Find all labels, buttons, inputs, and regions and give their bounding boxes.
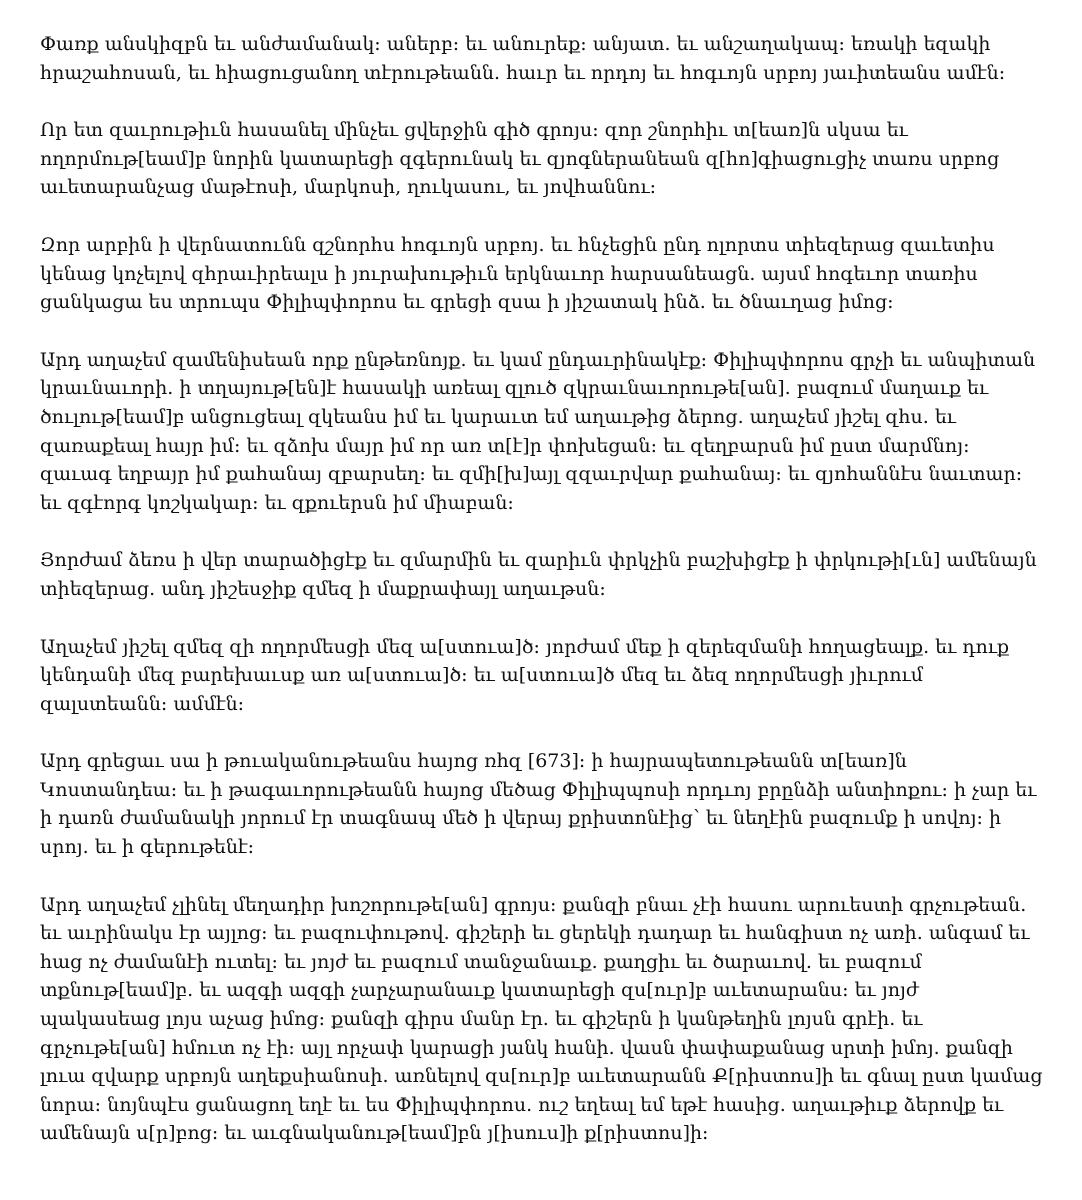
paragraph-mercy-request: Աղաչեմ յիշել զմեզ զի ողորմեսցի մեզ ա[ստուա]ծ։ յորժամ մեք ի զերեզմանի հողացեալք. եւ դուք կենդանի մեզ բարեխաւսք առ ա[ստուա]ծ։ եւ ա[ստուա]ծ մեզ եւ ձեզ ողորմեսցի յիւրում զալստեանն։ ամմէն։ xyxy=(40,635,1010,715)
paragraph-remembrance-family: Արդ աղաչեմ զամենիսեան որք ընթեռնոյք. եւ կամ ընդաւրինակէք։ Փիլիպփորոս գրչի եւ անպիտան կրաւնաւորի. ի տղայութ[են]է հասակի առեալ զլուծ զկրաւնաւորութե[ան]. բազում մաղաւք եւ ծուլութ[եամ]բ անցուցեալ զկեանս իմ եւ կարաւտ եմ աղաւթից ձերոց. աղաչեմ յիշել զհս. եւ զառաքեալ հայր իմ։ եւ զձոխ մայր իմ որ առ տ[է]ր փոխեցան։ եւ զեղբարսն իմ ըստ մարմնոյ։ զաւագ եղբայր իմ քահանայ զբարսեղ։ եւ զմի[խ]այլ զզաւրվար քահանայ։ եւ զյոհաննէս նաւտար։ եւ զգէորգ կոշկակար։ եւ զքուերսն իմ միաբան։ xyxy=(40,348,1036,514)
paragraph-completion: Որ ետ զաւրութիւն հասանել մինչեւ ցվերջին գիծ գրոյս։ զոր շնորհիւ տ[եառ]ն սկսա եւ ողորմութ[եամ]բ նորին կատարեցի զգերունակ եւ զյոգներանեան զ[հո]գիացուցիչ տառս սրբոց աւետարանչաց մաթէոսի, մարկոսի, ղուկասու, եւ յովհաննու։ xyxy=(40,119,1000,199)
paragraph-scribe-apology: Արդ աղաչեմ չլինել մեղադիր խոշորութե[ան] գրոյս։ քանզի բնաւ չէի հասու արուեստի գրչութեան. եւ աւրինակս էր այլոց։ եւ բազուփութով. գիշերի եւ ցերեկի դադար եւ հանգիստ ոչ առի. անգամ եւ հաց ոչ ժամանէի ուտել։ եւ յոյժ եւ բազում տանջանաւք. քաղցիւ եւ ծարաւով. եւ բազում տքնութ[եամ]բ. եւ ազգի ազգի չարչարանաւք կատարեցի զս[ուր]բ աւետարանս։ եւ յոյժ պակասեաց լոյս աչաց իմոց։ քանզի գիրս մանր էր. եւ գիշերն ի կանթեղին լոյսն գրէի. եւ գրչութե[ան] հմուտ ոչ էի։ այլ որչափ կարացի յանկ հանի. վասն փափաքանաց սրտի իմոյ. քանզի լուա զվարք սրբոյն աղեքսիանոսի. առնելով զս[ուր]բ աւետարանն Ք[րիստոս]ի եւ գնալ ըստ կամաց նորա։ նոյնպէս ցանացող եղէ եւ ես Փիլիպփորոս. ուշ եղեալ եմ եթէ հասից. աղաւթիւք ձերովք եւ ամենայն ս[ր]բոց։ եւ աւգնականութ[եամ]բն յ[իսուս]ի ք[րիստոս]ի։ xyxy=(40,893,1043,1145)
paragraph-date-era: Արդ գրեցաւ սա ի թուականութեանս հայոց ռհզ [673]։ ի հայրապետութեանն տ[եառ]ն Կոստանդեա։ եւ ի թագաւորութեանն հայոց մեծաց Փիլիպպոսի որդւոյ բրընձի անտիոքու։ ի չար եւ ի դառն ժամանակի յորում էր տագնապ մեծ ի վերայ քրիստոնէից՝ եւ նեղէին բազումք ի սովոյ։ ի սրոյ. եւ ի գերութենէ։ xyxy=(40,750,1037,859)
paragraph-doxology: Փառք անսկիզբն եւ անժամանակ։ աներբ։ եւ անուրեք։ անյատ. եւ անշաղակապ։ եռակի եզակի հրաշահոսան, եւ հիացուցանող տէրութեանն. հաւր եւ որդոյ եւ հոգւոյն սրբոյ յաւիտեանս ամէն։ xyxy=(40,33,1006,84)
paragraph-liturgy-prayer: Յորժամ ձեռս ի վեր տարածիցէք եւ զմարմին եւ զարիւն փրկչին բաշխիցէք ի փրկութի[ւն] ամենայն տիեզերաց. անդ յիշեսջիք զմեզ ի մաքրափայլ աղաւթսն։ xyxy=(40,549,1037,600)
paragraph-upper-room: Զոր արբին ի վերնատունն զշնորհս հոգւոյն սրբոյ. եւ հնչեցին ընդ ոլորտս տիեզերաց զաւետիս կենաց կոչելով զհրաւիրեալս ի յուրախութիւն երկնաւոր հարսանեացն. այսմ հոգեւոր տառիս ցանկացա ես տրուպս Փիլիպփորոս եւ գրեցի զսա ի յիշատակ ինձ. եւ ծնաւղաց իմոց։ xyxy=(40,233,995,314)
